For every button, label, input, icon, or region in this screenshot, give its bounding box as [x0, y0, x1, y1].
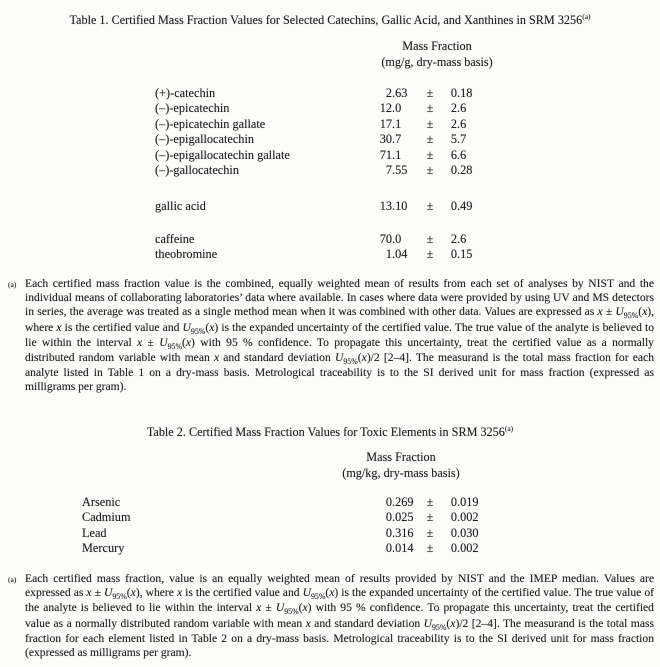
- table1-column-header: [381, 39, 492, 70]
- analyte-name: Mercury: [82, 541, 125, 556]
- table-row: [0, 163, 660, 178]
- uncertainty-int: 0: [450, 86, 457, 100]
- plus-minus-sign: ±: [426, 147, 434, 162]
- value-int: 0: [385, 541, 392, 556]
- uncertainty-frac: .030: [457, 525, 479, 540]
- table1-title: [0, 12, 660, 28]
- plus-minus-sign: ±: [426, 231, 434, 246]
- table1-title-footnote-marker: (a): [582, 12, 591, 21]
- analyte-name: caffeine: [155, 231, 195, 246]
- table1-footnote-text: Each certified mass fraction value is the combined, equally weighted mean of results from each set of analyses by NIST and the individual means of collaborating laboratories’ data where available. In cases where data were provided by using UV and MS detectors in series, the average was treated as a single method mean when it was combined with other data. Values are expressed as $x \pm U_{95\%}(x)$, where x is the certified value and $U_{95\%}(x)$ is the expanded uncertainty of the certified value. The true value of the analyte is believed to lie within the interval $x \pm U_{95\%}(x)$ with 95 % confidence. To propagate this uncertainty, treat the certified value as a normally distributed random variable with mean x and standard deviation $U_{95\%}(x)/2$ [2–4]. The measurand is the total mass fraction for each analyte listed in Table 1 on a dry-mass basis. Metrological traceability is to the SI derived unit for mass fraction (expressed as milligrams per gram).: [25, 277, 654, 394]
- table-row: [0, 510, 660, 525]
- value-frac: .55: [392, 162, 408, 177]
- value-frac: .269: [392, 495, 414, 509]
- plus-minus-sign: ±: [426, 116, 434, 131]
- uncertainty-frac: .6: [457, 147, 467, 162]
- uncertainty-int: 5: [450, 132, 457, 147]
- value-frac: .63: [392, 86, 408, 100]
- analyte-name: gallic acid: [155, 199, 206, 214]
- table2-title-text: Table 2. Certified Mass Fraction Values for Toxic Elements in SRM 3256: [146, 425, 505, 440]
- uncertainty-frac: .6: [457, 101, 467, 116]
- table-row: [0, 148, 660, 163]
- table-row: [0, 117, 660, 132]
- plus-minus-sign: ±: [426, 199, 434, 214]
- value-frac: .0: [392, 231, 402, 246]
- analyte-name: Cadmium: [82, 510, 131, 525]
- plus-minus-sign: ±: [426, 247, 434, 262]
- analyte-name: (–)-gallocatechin: [155, 162, 239, 177]
- table-row: [0, 495, 660, 510]
- uncertainty-int: 0: [450, 495, 457, 509]
- table2-footnote-text: Each certified mass fraction, value is an equally weighted mean of results provided by NIST and the IMEP median. Values are expressed as $x \pm U_{95\%}(x)$, where x is the certified value and $U_{95\%}(x)$ is the expanded uncertainty of the certified value. The true value of the analyte is believed to lie within the interval $x \pm U_{95\%}(x)$ with 95 % confidence. To propagate this uncertainty, treat the certified value as a normally distributed random variable with mean x and standard deviation $U_{95\%}(x)/2$ [2–4]. The measurand is the total mass fraction for each element listed in Table 2 on a dry-mass basis. Metrological traceability is to the SI derived unit for mass fraction (expressed as milligrams per gram).: [25, 572, 654, 660]
- value-int: 12: [379, 101, 392, 116]
- table2-mass-fraction-label: Mass Fraction: [366, 450, 436, 464]
- value-frac: .04: [392, 247, 408, 262]
- table-row-group: [0, 199, 660, 214]
- uncertainty-frac: .28: [457, 162, 473, 177]
- table-row-group: [0, 86, 660, 178]
- uncertainty-int: 0: [450, 541, 457, 556]
- table-row: [0, 541, 660, 556]
- uncertainty-int: 2: [450, 231, 457, 246]
- table2-body: [0, 495, 660, 557]
- analyte-name: (+)-catechin: [155, 86, 216, 100]
- value-int: 70: [379, 231, 392, 246]
- table-row: [0, 132, 660, 147]
- value-int: 1: [385, 247, 392, 262]
- table1-body: [0, 86, 660, 263]
- uncertainty-int: 2: [450, 101, 457, 116]
- uncertainty-int: 0: [450, 199, 457, 214]
- analyte-name: theobromine: [155, 247, 218, 262]
- table-row-group: [0, 232, 660, 263]
- plus-minus-sign: ±: [426, 525, 434, 540]
- value-int: 0: [385, 525, 392, 540]
- table-row: [0, 199, 660, 214]
- uncertainty-frac: .019: [457, 495, 479, 509]
- value-frac: .1: [392, 147, 402, 162]
- analyte-name: Lead: [82, 525, 107, 540]
- value-int: 17: [379, 116, 392, 131]
- table1-units-label: (mg/g, dry-mass basis): [381, 54, 493, 69]
- table-row: [0, 86, 660, 101]
- table-row: [0, 247, 660, 262]
- value-frac: .316: [392, 525, 414, 540]
- value-frac: .014: [392, 541, 414, 556]
- value-int: 0: [385, 510, 392, 525]
- table-row: [0, 232, 660, 247]
- analyte-name: (–)-epicatechin gallate: [155, 116, 266, 131]
- plus-minus-sign: ±: [426, 162, 434, 177]
- value-frac: .10: [392, 199, 408, 214]
- table2-footnote: [8, 572, 654, 660]
- uncertainty-int: 0: [450, 162, 457, 177]
- uncertainty-int: 0: [450, 247, 457, 262]
- table1-footnote-marker: (a): [8, 280, 17, 289]
- value-frac: .025: [392, 510, 414, 525]
- table1-footnote: [8, 277, 654, 395]
- uncertainty-frac: .7: [457, 132, 467, 147]
- uncertainty-frac: .18: [457, 86, 473, 100]
- uncertainty-frac: .49: [457, 199, 473, 214]
- plus-minus-sign: ±: [426, 510, 434, 525]
- uncertainty-frac: .15: [457, 247, 473, 262]
- analyte-name: (–)-epigallocatechin: [155, 132, 255, 147]
- value-int: 0: [385, 495, 392, 509]
- table2-column-header: [342, 450, 459, 481]
- value-frac: .7: [392, 132, 402, 147]
- table-row: [0, 101, 660, 116]
- uncertainty-int: 6: [450, 147, 457, 162]
- plus-minus-sign: ±: [426, 495, 434, 509]
- value-int: 13: [379, 199, 392, 214]
- table2-units-label: (mg/kg, dry-mass basis): [342, 465, 460, 480]
- uncertainty-frac: .6: [457, 231, 467, 246]
- table2-footnote-marker: (a): [8, 575, 17, 584]
- value-int: 7: [385, 162, 392, 177]
- plus-minus-sign: ±: [426, 86, 434, 100]
- uncertainty-frac: .002: [457, 510, 479, 525]
- value-int: 2: [385, 86, 392, 100]
- table2-title-footnote-marker: (a): [504, 424, 514, 433]
- value-frac: .1: [392, 116, 402, 131]
- value-frac: .0: [392, 101, 402, 116]
- uncertainty-frac: .6: [457, 116, 467, 131]
- plus-minus-sign: ±: [426, 132, 434, 147]
- plus-minus-sign: ±: [426, 101, 434, 116]
- table-row: [0, 526, 660, 541]
- uncertainty-int: 2: [450, 116, 457, 131]
- value-int: 71: [379, 147, 392, 162]
- analyte-name: (–)-epigallocatechin gallate: [155, 147, 290, 162]
- uncertainty-int: 0: [450, 525, 457, 540]
- analyte-name: Arsenic: [82, 495, 121, 509]
- uncertainty-int: 0: [450, 510, 457, 525]
- plus-minus-sign: ±: [426, 541, 434, 556]
- value-int: 30: [379, 132, 392, 147]
- analyte-name: (–)-epicatechin: [155, 101, 230, 116]
- table1-title-text: Table 1. Certified Mass Fraction Values for Selected Catechins, Gallic Acid, and Xanthines in SRM 3256: [69, 13, 583, 28]
- table1-mass-fraction-label: Mass Fraction: [402, 39, 472, 53]
- uncertainty-frac: .002: [457, 541, 479, 556]
- table2-title: [0, 424, 660, 440]
